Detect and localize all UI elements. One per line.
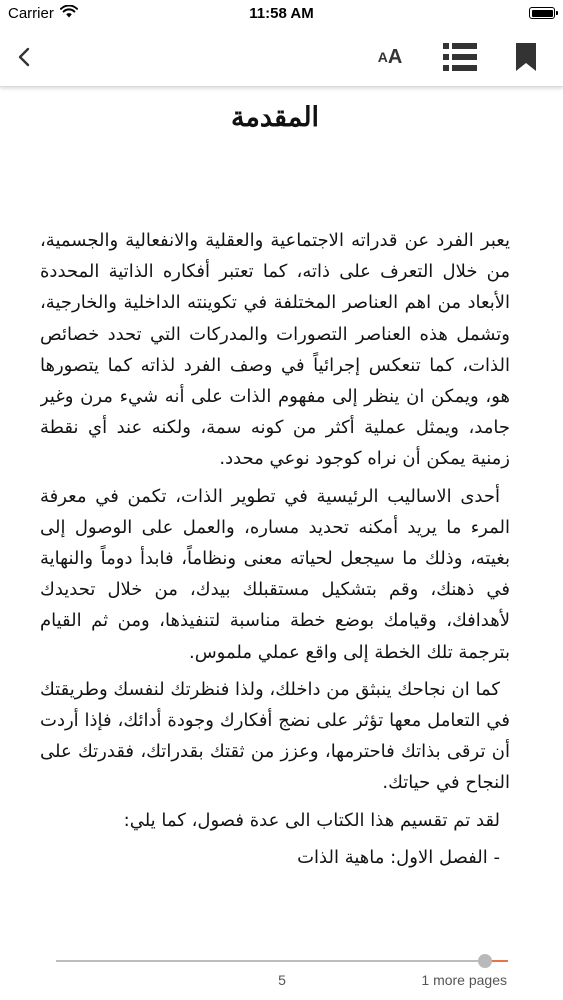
paragraph: أحدى الاساليب الرئيسية في تطوير الذات، تكمن في معرفة المرء ما يريد أمكنه تحديد مساره، والعمل على الوصول إلى بغيته، وذلك ما سيجعل لحياته معنى ونظاماً، فابدأ دوماً والنهاية في ذهنك، وقم بتشكيل مستقبلك بيدك، من خلال تحديدك لأهدافك، وقيامك بوضع خطة مناسبة لتنفيذها، ومن ثم القيام بترجمة تلك الخطة إلى واقع عملي ملموس.: [40, 485, 510, 663]
font-size-large-a: A: [387, 45, 403, 68]
page-progress-slider[interactable]: [56, 960, 508, 962]
font-size-button[interactable]: [370, 28, 410, 86]
bookmark-button[interactable]: [510, 28, 542, 86]
chapter-title: المقدمة: [230, 102, 320, 133]
chapter-body: [40, 225, 510, 873]
bookmark-icon: [516, 43, 536, 71]
reader-content[interactable]: [40, 88, 510, 928]
list-icon: [443, 42, 477, 72]
paragraph: يعبر الفرد عن قدراته الاجتماعية والعقلية والانفعالية والجسمية، من خلال التعرف على ذاته، كما تعتبر أفكاره الذاتية المحددة الأبعاد من اهم العناصر المختلفة في تكوينته الداخلية والخارجية، وتشمل هذه العناصر التصورات والمدركات التي تحدد خصائص الذات، كما تنعكس إجرائياً في وصف الفرد لذاته كما يتصورها هو، ويمكن ان ينظر إلى مفهوم الذات على أنه شيء مرن وغير جامد، ويمثل عملية أكثر من كونه سمة، ولكنه عند أي نقطة زمنية يمكن أن نراه كوجود نوعي محدد.: [40, 230, 510, 470]
table-of-contents-button[interactable]: [440, 28, 480, 86]
back-button[interactable]: [8, 28, 40, 86]
reader-footer: [0, 940, 563, 1000]
paragraph: كما ان نجاحك ينبثق من داخلك، ولذا فنظرتك لنفسك وطريقتك في التعامل معها تؤثر على نضج أفكارك وجودة أدائك، فإذا أردت أن ترقى بذاتك فاحترمها، وعزز من ثقتك بقدراتك، فقدرتك على النجاح في حياتك.: [40, 678, 510, 794]
carrier-label: Carrier: [8, 5, 54, 22]
pages-remaining: 1 more pages: [421, 972, 507, 988]
reader-toolbar: [0, 28, 563, 87]
paragraph: لقد تم تقسيم هذا الكتاب الى عدة فصول، كما يلي:: [123, 809, 500, 831]
battery-icon: [529, 7, 555, 19]
page-number: 5: [278, 972, 286, 988]
font-size-small-a: A: [377, 49, 388, 65]
chevron-left-icon: [17, 47, 31, 67]
status-bar: [0, 0, 563, 28]
paragraph: - الفصل الاول: ماهية الذات: [297, 846, 500, 868]
status-time: 11:58 AM: [249, 5, 314, 22]
progress-thumb[interactable]: [478, 954, 492, 968]
